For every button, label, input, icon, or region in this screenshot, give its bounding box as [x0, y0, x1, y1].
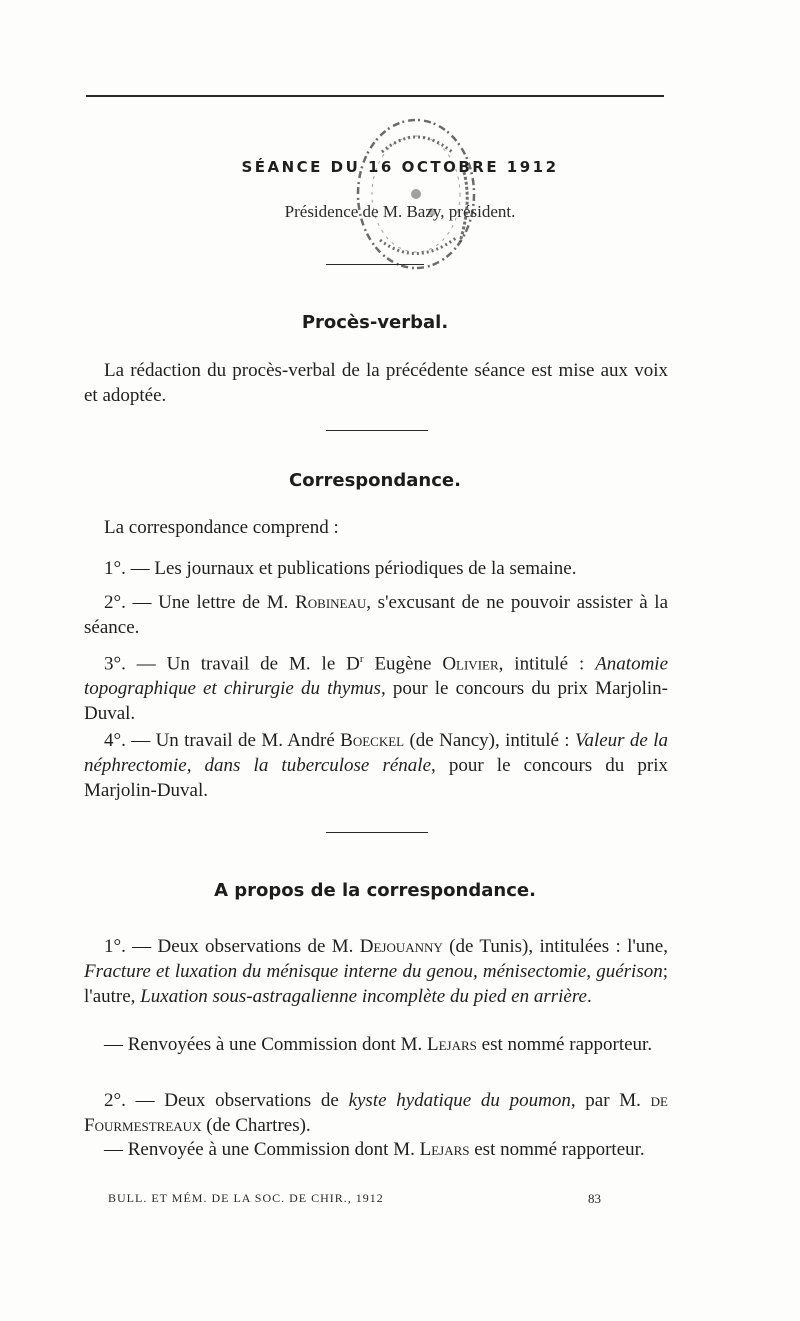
title-nephrectomie: Valeur de la néphrectomie, dans la tuberculose rénale	[84, 730, 669, 776]
divider-2	[326, 430, 428, 431]
heading-a-propos: A propos de la correspondance.	[214, 880, 536, 901]
library-stamp-icon	[352, 112, 482, 280]
footer-journal: BULL. ET MÉM. DE LA SOC. DE CHIR., 1912	[108, 1191, 384, 1205]
a-propos-renvoi-1: — Renvoyées à une Commission dont M. Lejars est nommé rapporteur.	[104, 1034, 653, 1055]
presidence-line: Présidence de M. Bazy, président.	[284, 202, 516, 221]
a-propos-renvoi-2: — Renvoyée à une Commission dont M. Lejars est nommé rapporteur.	[104, 1139, 645, 1160]
title-thymus: Anatomie topographique et chirurgie du thymus	[84, 653, 669, 700]
proces-verbal-text: La rédaction du procès-verbal de la précédente séance est mise aux voix et adoptée.	[84, 360, 668, 406]
divider-3	[326, 832, 428, 833]
a-propos-item-2: 2°. — Deux observations de kyste hydatique du poumon, par M. de Fourmestreaux (de Chartres).	[84, 1090, 668, 1136]
top-rule	[86, 95, 664, 97]
name-fourmestreaux: de Fourmestreaux	[84, 1090, 668, 1136]
heading-correspondance: Correspondance.	[289, 470, 461, 491]
divider-1	[326, 264, 424, 265]
name-robineau: Robineau	[295, 592, 367, 613]
heading-proces-verbal: Procès-verbal.	[301, 312, 449, 333]
seance-title: SÉANCE DU 16 OCTOBRE 1912	[241, 158, 559, 176]
name-lejars-2: Lejars	[419, 1139, 470, 1160]
name-dejouanny: Dejouanny	[359, 936, 443, 957]
correspondance-item-4: 4°. — Un travail de M. André Boeckel (de Nancy), intitulé : Valeur de la néphrectomie, dans la tuberculose rénale, pour le concours du prix Marjolin-Duval.	[84, 730, 669, 801]
correspondance-intro: La correspondance comprend :	[104, 517, 339, 538]
name-boeckel: Boeckel	[340, 730, 405, 751]
name-lejars-1: Lejars	[426, 1034, 477, 1055]
correspondance-item-3: 3°. — Un travail de M. le $D^r$ Eugène Olivier, intitulé : Anatomie topographique et chirurgie du thymus, pour le concours du prix Marjolin-Duval.	[84, 653, 669, 725]
a-propos-item-1: 1°. — Deux observations de M. Dejouanny (de Tunis), intitulées : l'une, Fracture et luxation du ménisque interne du genou, ménisectomie, guérison; l'autre, Luxation sous-astragalienne incomplète du pied en arrière.	[84, 936, 668, 1007]
title-menisque: Fracture et luxation du ménisque interne du genou, ménisectomie, guérison	[84, 961, 663, 982]
correspondance-item-1: 1°. — Les journaux et publications périodiques de la semaine.	[104, 558, 577, 579]
correspondance-item-2: 2°. — Une lettre de M. Robineau, s'excusant de ne pouvoir assister à la séance.	[84, 592, 668, 638]
title-kyste: kyste hydatique du poumon	[348, 1090, 571, 1111]
page-number: 83	[588, 1191, 601, 1206]
title-luxation: Luxation sous-astragalienne incomplète du pied en arrière	[140, 986, 587, 1007]
name-olivier: Olivier	[442, 653, 499, 675]
